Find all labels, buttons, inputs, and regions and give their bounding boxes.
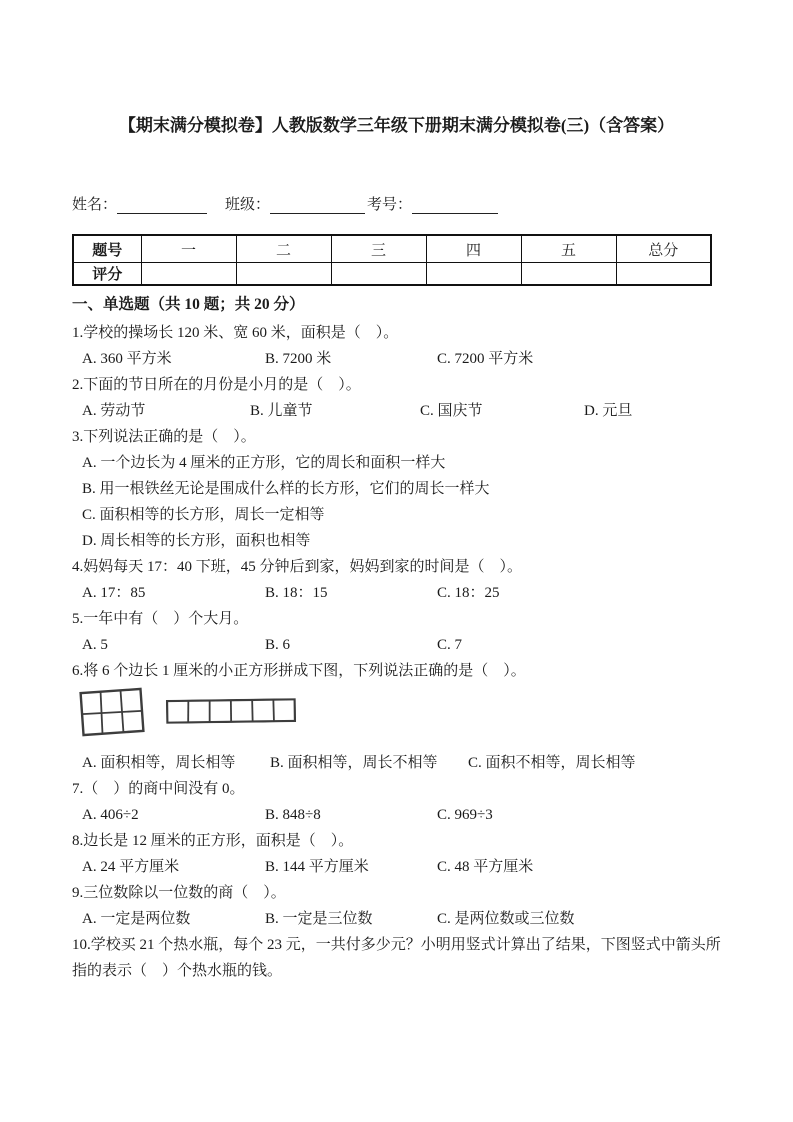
option-c: C. 7200 平方米 bbox=[437, 351, 534, 367]
score-cell bbox=[236, 263, 331, 286]
question-4 bbox=[72, 554, 721, 606]
question-options bbox=[72, 398, 721, 424]
option-c: C. 969÷3 bbox=[437, 807, 493, 823]
option-d: D. 元旦 bbox=[584, 403, 633, 419]
student-info-line bbox=[72, 196, 721, 214]
name-label: 姓名： bbox=[72, 197, 118, 213]
question-stem: 5.一年中有（ ）个大月。 bbox=[72, 611, 249, 627]
section-heading-single-choice: 一、单选题（共 10 题；共 20 分） bbox=[72, 296, 305, 313]
option-a: A. 406÷2 bbox=[82, 807, 139, 823]
option-b: B. 848÷8 bbox=[265, 807, 321, 823]
exam-no-label: 考号： bbox=[367, 197, 413, 213]
question-stem: 9.三位数除以一位数的商（ ）。 bbox=[72, 885, 286, 901]
option-a: A. 劳动节 bbox=[82, 403, 146, 419]
question-stem: 1.学校的操场长 120 米、宽 60 米，面积是（ ）。 bbox=[72, 325, 399, 341]
option-a: A. 17：85 bbox=[82, 585, 146, 601]
question-7 bbox=[72, 776, 721, 828]
question-stem: 10.学校买 21 个热水瓶，每个 23 元，一共付多少元？小明用竖式计算出了结果，下图竖式中箭头所指的表示（ ）个热水瓶的钱。 bbox=[72, 937, 721, 979]
class-label: 班级： bbox=[225, 197, 271, 213]
option-a: A. 360 平方米 bbox=[82, 351, 172, 367]
score-table bbox=[72, 234, 712, 286]
question-stem: 3.下列说法正确的是（ ）。 bbox=[72, 429, 256, 445]
score-table-cell-question-no: 题号 bbox=[73, 235, 141, 263]
question-9 bbox=[72, 880, 721, 932]
question-stem: 6.将 6 个边长 1 厘米的小正方形拼成下图，下列说法正确的是（ ）。 bbox=[72, 663, 526, 679]
score-table-header-row bbox=[73, 235, 711, 263]
option-c: C. 48 平方厘米 bbox=[437, 859, 534, 875]
question-6 bbox=[72, 658, 721, 776]
option-c: C. 18：25 bbox=[437, 585, 500, 601]
option-c: C. 是两位数或三位数 bbox=[437, 911, 575, 927]
score-row-label: 评分 bbox=[73, 263, 141, 286]
question-options bbox=[72, 906, 721, 932]
score-cell bbox=[331, 263, 426, 286]
score-cell bbox=[616, 263, 711, 286]
option-a: A. 24 平方厘米 bbox=[82, 859, 180, 875]
class-blank bbox=[270, 199, 365, 214]
score-cell bbox=[521, 263, 616, 286]
question-options bbox=[72, 854, 721, 880]
question-options bbox=[72, 802, 721, 828]
option-d: D. 周长相等的长方形，面积也相等 bbox=[82, 533, 311, 549]
score-table-cell-part1: 一 bbox=[141, 235, 236, 263]
question-10 bbox=[72, 932, 721, 984]
three-by-two-grid-figure bbox=[78, 687, 145, 737]
option-b: B. 7200 米 bbox=[265, 351, 332, 367]
question-options bbox=[72, 580, 721, 606]
option-b: B. 面积相等，周长不相等 bbox=[270, 755, 438, 771]
question-stem: 8.边长是 12 厘米的正方形，面积是（ ）。 bbox=[72, 833, 354, 849]
option-c: C. 面积不相等，周长相等 bbox=[468, 755, 636, 771]
option-b: B. 用一根铁丝无论是围成什么样的长方形，它们的周长一样大 bbox=[82, 481, 490, 497]
score-cell bbox=[141, 263, 236, 286]
option-a: A. 面积相等，周长相等 bbox=[82, 755, 236, 771]
question-options bbox=[72, 632, 721, 658]
question-stem: 7.（ ）的商中间没有 0。 bbox=[72, 781, 245, 797]
score-table-score-row bbox=[73, 263, 711, 286]
question-2 bbox=[72, 372, 721, 424]
score-table-cell-part5: 五 bbox=[521, 235, 616, 263]
name-blank bbox=[117, 199, 207, 214]
option-b: B. 儿童节 bbox=[250, 403, 313, 419]
question-3 bbox=[72, 424, 721, 554]
option-b: B. 144 平方厘米 bbox=[265, 859, 369, 875]
option-c: C. 国庆节 bbox=[420, 403, 483, 419]
score-table-cell-part3: 三 bbox=[331, 235, 426, 263]
question-stem: 2.下面的节日所在的月份是小月的是（ ）。 bbox=[72, 377, 361, 393]
score-cell bbox=[426, 263, 521, 286]
option-b: B. 一定是三位数 bbox=[265, 911, 373, 927]
score-table-cell-total: 总分 bbox=[616, 235, 711, 263]
option-a: A. 一个边长为 4 厘米的正方形，它的周长和面积一样大 bbox=[82, 455, 446, 471]
option-c: C. 面积相等的长方形，周长一定相等 bbox=[82, 507, 325, 523]
option-a: A. 一定是两位数 bbox=[82, 911, 191, 927]
exam-title: 【期末满分模拟卷】人教版数学三年级下册期末满分模拟卷(三)（含答案） bbox=[118, 116, 675, 135]
score-table-cell-part2: 二 bbox=[236, 235, 331, 263]
one-by-six-row-figure bbox=[166, 698, 296, 724]
question-8 bbox=[72, 828, 721, 880]
question-stem: 4.妈妈每天 17：40 下班，45 分钟后到家，妈妈到家的时间是（ ）。 bbox=[72, 559, 523, 575]
question-5 bbox=[72, 606, 721, 658]
question-options bbox=[72, 450, 721, 554]
exam-no-blank bbox=[412, 199, 498, 214]
question-options bbox=[72, 346, 721, 372]
question-options bbox=[72, 750, 721, 776]
option-b: B. 18：15 bbox=[265, 585, 328, 601]
option-c: C. 7 bbox=[437, 637, 463, 653]
score-table-cell-part4: 四 bbox=[426, 235, 521, 263]
option-b: B. 6 bbox=[265, 637, 291, 653]
six-squares-figure bbox=[72, 684, 721, 750]
question-1 bbox=[72, 320, 721, 372]
question-list bbox=[72, 320, 721, 984]
option-a: A. 5 bbox=[82, 637, 108, 653]
